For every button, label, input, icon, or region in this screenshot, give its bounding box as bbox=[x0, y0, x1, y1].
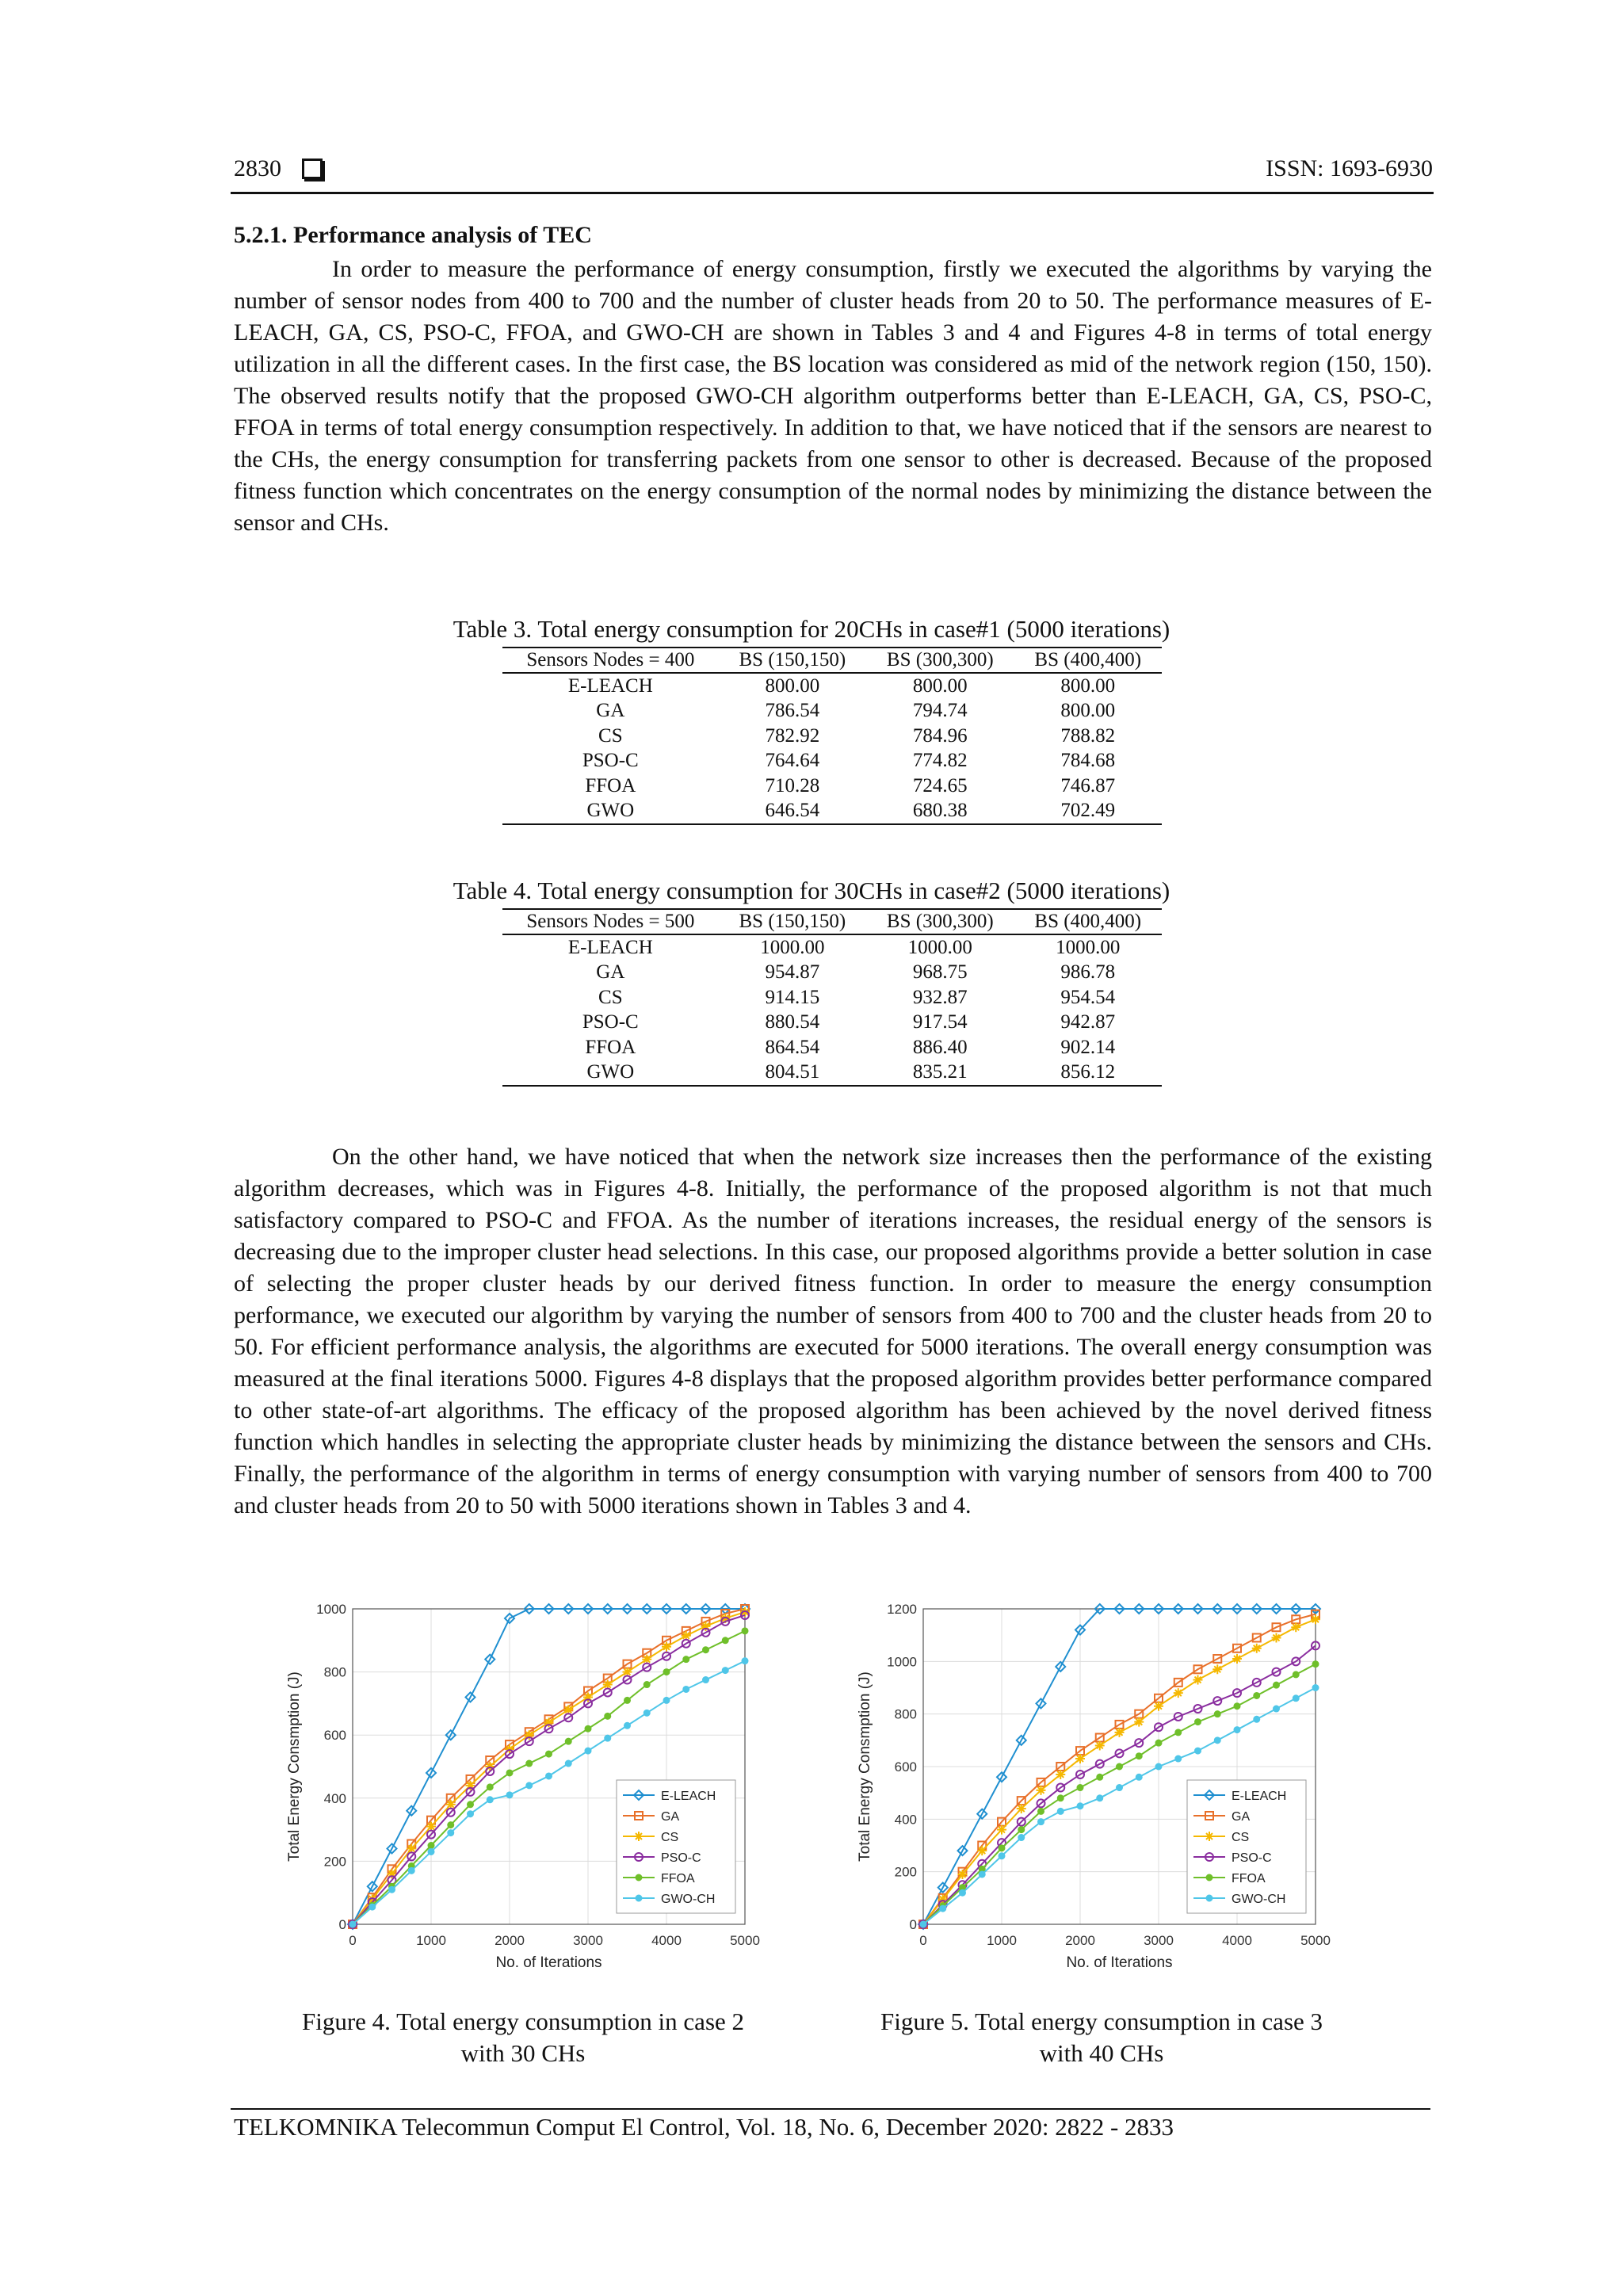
data-point bbox=[1312, 1661, 1319, 1668]
table-cell-algorithm: CS bbox=[598, 724, 623, 747]
table-cell-value: 764.64 bbox=[765, 750, 820, 772]
table-cell-value: 968.75 bbox=[912, 961, 968, 984]
data-point bbox=[1077, 1785, 1083, 1791]
legend-label: CS bbox=[661, 1831, 679, 1844]
table-row bbox=[502, 774, 1162, 799]
table-cell-value: 788.82 bbox=[1060, 724, 1116, 747]
table-cell-value: 800.00 bbox=[765, 674, 820, 697]
data-point bbox=[1057, 1808, 1064, 1814]
legend-label: FFOA bbox=[661, 1872, 695, 1885]
data-point bbox=[1175, 1729, 1182, 1736]
x-tick-label: 3000 bbox=[573, 1933, 603, 1948]
table-header-cell: Sensors Nodes = 500 bbox=[502, 909, 719, 934]
legend-label: GWO-CH bbox=[661, 1893, 716, 1906]
figure-5-caption-line-1: Figure 5. Total energy consumption in case 3 bbox=[880, 2008, 1323, 2035]
data-point bbox=[565, 1760, 571, 1767]
data-point bbox=[585, 1748, 591, 1754]
data-point bbox=[1038, 1819, 1044, 1825]
table-header-row bbox=[502, 909, 1162, 934]
data-point bbox=[389, 1886, 395, 1893]
data-point bbox=[663, 1697, 670, 1703]
table-header-cell: BS (300,300) bbox=[866, 909, 1014, 934]
data-point bbox=[979, 1871, 985, 1878]
data-point bbox=[1312, 1685, 1319, 1691]
table-header-row bbox=[502, 648, 1162, 673]
data-point bbox=[1175, 1755, 1182, 1762]
figure-4-caption bbox=[254, 2006, 792, 2069]
table-cell-value: 646.54 bbox=[719, 799, 866, 825]
data-point bbox=[1077, 1803, 1083, 1809]
data-point bbox=[663, 1669, 670, 1675]
legend-label: E-LEACH bbox=[1232, 1790, 1287, 1803]
figure-4-caption-line-1: Figure 4. Total energy consumption in case 2 bbox=[301, 2008, 745, 2035]
data-point bbox=[1214, 1737, 1220, 1744]
data-point bbox=[487, 1784, 493, 1790]
data-point bbox=[636, 1895, 642, 1901]
data-point bbox=[1214, 1711, 1220, 1717]
data-point bbox=[999, 1853, 1005, 1859]
legend-label: PSO-C bbox=[661, 1851, 701, 1865]
table-cell-algorithm: CS bbox=[598, 986, 623, 1008]
data-point bbox=[369, 1904, 376, 1910]
data-point bbox=[468, 1811, 474, 1817]
table-4 bbox=[502, 908, 1162, 1087]
table-cell-value: 1000.00 bbox=[907, 936, 972, 958]
data-point bbox=[1018, 1827, 1025, 1833]
table-cell-algorithm: PSO-C bbox=[582, 750, 639, 772]
x-axis-label: No. of Iterations bbox=[495, 1954, 602, 1971]
data-point bbox=[1274, 1706, 1280, 1712]
data-point bbox=[722, 1668, 728, 1674]
data-point bbox=[349, 1921, 356, 1927]
data-point bbox=[1195, 1748, 1201, 1754]
data-point bbox=[960, 1889, 966, 1896]
table-4-caption: Table 4. Total energy consumption for 30CHs in case#2 (5000 iterations) bbox=[453, 877, 1170, 904]
data-point bbox=[703, 1677, 709, 1683]
y-tick-label: 1200 bbox=[887, 1602, 917, 1617]
table-cell-algorithm: FFOA bbox=[585, 774, 636, 797]
data-point bbox=[703, 1647, 709, 1653]
table-cell-value: 724.65 bbox=[912, 774, 968, 797]
x-tick-label: 1000 bbox=[416, 1933, 446, 1948]
y-tick-label: 200 bbox=[323, 1854, 346, 1870]
table-header-cell: BS (400,400) bbox=[1014, 909, 1162, 934]
table-cell-value: 835.21 bbox=[866, 1060, 1014, 1087]
table-row bbox=[502, 699, 1162, 724]
data-point bbox=[1136, 1753, 1142, 1759]
y-tick-label: 200 bbox=[894, 1864, 917, 1880]
x-tick-label: 1000 bbox=[987, 1933, 1017, 1948]
table-row bbox=[502, 799, 1162, 825]
data-point bbox=[643, 1710, 650, 1716]
journal-issn: ISSN: 1693-6930 bbox=[1266, 155, 1433, 181]
table-row bbox=[502, 673, 1162, 699]
table-cell-value: 702.49 bbox=[1014, 799, 1162, 825]
table-cell-value: 774.82 bbox=[912, 750, 968, 772]
y-tick-label: 800 bbox=[323, 1664, 346, 1680]
table-header-cell: BS (150,150) bbox=[719, 909, 866, 934]
table-cell-value: 1000.00 bbox=[1056, 936, 1121, 958]
data-point bbox=[1097, 1795, 1103, 1801]
table-cell-algorithm: E-LEACH bbox=[567, 674, 653, 697]
data-point bbox=[1117, 1763, 1123, 1770]
table-header-cell: BS (150,150) bbox=[719, 648, 866, 673]
legend-label: E-LEACH bbox=[661, 1790, 716, 1803]
data-point bbox=[1097, 1774, 1103, 1780]
data-point bbox=[605, 1735, 611, 1741]
data-point bbox=[1234, 1703, 1240, 1710]
table-cell-value: 932.87 bbox=[912, 986, 968, 1008]
table-cell-value: 1000.00 bbox=[760, 936, 825, 958]
y-tick-label: 1000 bbox=[887, 1654, 917, 1670]
figure-5-chart bbox=[840, 1585, 1347, 1997]
legend-label: GA bbox=[661, 1810, 680, 1824]
table-cell-value: 880.54 bbox=[765, 1011, 820, 1033]
data-point bbox=[1234, 1727, 1240, 1733]
x-tick-label: 4000 bbox=[651, 1933, 682, 1948]
table-cell-algorithm: GA bbox=[596, 700, 625, 722]
section-heading: 5.2.1. Performance analysis of TEC bbox=[234, 222, 592, 248]
table-cell-value: 746.87 bbox=[1060, 774, 1116, 797]
x-axis-label: No. of Iterations bbox=[1066, 1954, 1173, 1971]
paragraph-2: On the other hand, we have noticed that when the network size increases then the performance of the existing algorithm decreases, which was in Figures 4-8. Initially, the performance of the proposed algorithm is not that much satisfactory compared to PSO-C and FFOA. As the number of iterations increases, the residual energy of the sensors is decreasing due to the improper cluster head selections. In this case, our proposed algorithms provide a better solution in case of selecting the proper cluster heads by our derived fitness function. In order to measure the energy consumption performance, we executed our algorithm by varying the number of sensors from 400 to 700 and the cluster heads from 20 to 50. For efficient performance analysis, the algorithms are executed for 5000 iterations. The overall energy consumption was measured at the final iterations 5000. Figures 4-8 displays that the proposed algorithm provides better performance compared to other state-of-art algorithms. The efficacy of the proposed algorithm has been achieved by the novel derived fitness function which handles in selecting the appropriate cluster heads by minimizing the distance between the sensors and CHs. Finally, the performance of the algorithm in terms of energy consumption with varying number of sensors from 400 to 700 and cluster heads from 20 to 50 with 5000 iterations shown in Tables 3 and 4. bbox=[234, 1144, 1432, 1519]
table-header-cell: Sensors Nodes = 400 bbox=[502, 648, 719, 673]
data-point bbox=[1136, 1774, 1142, 1780]
data-point bbox=[1206, 1874, 1212, 1881]
y-tick-label: 0 bbox=[909, 1917, 917, 1932]
legend-label: CS bbox=[1232, 1831, 1250, 1844]
table-cell-value: 917.54 bbox=[912, 1011, 968, 1033]
data-point bbox=[585, 1725, 591, 1732]
table-cell-algorithm: GWO bbox=[502, 1060, 719, 1087]
table-cell-value: 800.00 bbox=[1060, 674, 1116, 697]
table-cell-algorithm: GWO bbox=[502, 799, 719, 825]
table-cell-value: 800.00 bbox=[1060, 700, 1116, 722]
data-point bbox=[468, 1801, 474, 1808]
data-point bbox=[920, 1921, 926, 1927]
data-point bbox=[1206, 1895, 1212, 1901]
legend-label: PSO-C bbox=[1232, 1851, 1272, 1865]
data-point bbox=[1254, 1716, 1260, 1722]
table-cell-value: 804.51 bbox=[719, 1060, 866, 1087]
data-point bbox=[1195, 1719, 1201, 1725]
table-row bbox=[502, 1010, 1162, 1036]
data-point bbox=[428, 1848, 434, 1855]
data-point bbox=[1274, 1682, 1280, 1688]
data-point bbox=[487, 1797, 493, 1803]
table-cell-value: 886.40 bbox=[912, 1036, 968, 1058]
data-point bbox=[506, 1770, 513, 1776]
footer-citation: TELKOMNIKA Telecommun Comput El Control, Vol. 18, No. 6, December 2020: 2822 - 2833 bbox=[234, 2113, 1174, 2141]
y-tick-label: 600 bbox=[894, 1759, 917, 1775]
x-tick-label: 5000 bbox=[730, 1933, 760, 1948]
y-axis-label: Total Energy Consmption (J) bbox=[286, 1671, 303, 1862]
figure-5-caption-line-2: with 40 CHs bbox=[1039, 2039, 1164, 2067]
table-row bbox=[502, 1060, 1162, 1087]
table-cell-value: 954.54 bbox=[1060, 986, 1116, 1008]
table-cell-value: 856.12 bbox=[1014, 1060, 1162, 1087]
table-cell-value: 864.54 bbox=[765, 1036, 820, 1058]
table-row bbox=[502, 961, 1162, 986]
data-point bbox=[1155, 1740, 1162, 1746]
data-point bbox=[1155, 1763, 1162, 1770]
data-point bbox=[408, 1867, 414, 1874]
x-tick-label: 2000 bbox=[1065, 1933, 1095, 1948]
table-row bbox=[502, 749, 1162, 774]
y-tick-label: 1000 bbox=[316, 1602, 346, 1617]
table-cell-value: 800.00 bbox=[912, 674, 968, 697]
x-tick-label: 3000 bbox=[1144, 1933, 1174, 1948]
x-tick-label: 2000 bbox=[495, 1933, 525, 1948]
legend bbox=[617, 1780, 735, 1913]
figure-4-chart bbox=[269, 1585, 777, 1997]
legend-label: GA bbox=[1232, 1810, 1251, 1824]
data-point bbox=[624, 1722, 631, 1729]
table-cell-algorithm: FFOA bbox=[585, 1036, 636, 1058]
table-cell-value: 784.96 bbox=[912, 724, 968, 747]
data-point bbox=[565, 1738, 571, 1744]
page-number bbox=[234, 155, 323, 182]
paragraph-1: In order to measure the performance of energy consumption, firstly we executed the algorithms by varying the number of sensor nodes from 400 to 700 and the number of cluster heads from 20 to 50. The performance measures of E-LEACH, GA, CS, PSO-C, FFOA, and GWO-CH are shown in Tables 3 and 4 and Figures 4-8 in terms of total energy utilization in all the different cases. In the first case, the BS location was considered as mid of the network region (150, 150). The observed results notify that the proposed GWO-CH algorithm outperforms better than E-LEACH, GA, CS, PSO-C, FFOA in terms of total energy consumption respectively. In addition to that, we have noticed that if the sensors are nearest to the CHs, the energy consumption for transferring packets from one sensor to other is decreased. Because of the proposed fitness function which concentrates on the energy consumption of the normal nodes by minimizing the distance between the sensor and CHs. bbox=[234, 256, 1432, 536]
data-point bbox=[742, 1628, 748, 1634]
x-tick-label: 4000 bbox=[1222, 1933, 1252, 1948]
table-cell-value: 902.14 bbox=[1060, 1036, 1116, 1058]
data-point bbox=[1293, 1671, 1299, 1678]
table-header-cell: BS (400,400) bbox=[1014, 648, 1162, 673]
data-point bbox=[506, 1792, 513, 1798]
table-cell-value: 942.87 bbox=[1060, 1011, 1116, 1033]
data-point bbox=[683, 1686, 689, 1692]
data-point bbox=[1038, 1808, 1044, 1814]
table-row bbox=[502, 724, 1162, 749]
table-row bbox=[502, 1035, 1162, 1060]
table-cell-algorithm: PSO-C bbox=[582, 1011, 639, 1033]
table-cell-value: 794.74 bbox=[912, 700, 968, 722]
table-row bbox=[502, 934, 1162, 961]
page-number-text: 2830 bbox=[234, 155, 281, 181]
table-row bbox=[502, 985, 1162, 1010]
y-tick-label: 0 bbox=[338, 1917, 346, 1932]
figure-5-caption bbox=[832, 2006, 1371, 2069]
table-cell-value: 914.15 bbox=[765, 986, 820, 1008]
table-cell-value: 680.38 bbox=[866, 799, 1014, 825]
table-3 bbox=[502, 647, 1162, 825]
figure-4-caption-line-2: with 30 CHs bbox=[460, 2039, 586, 2067]
data-point bbox=[1293, 1695, 1299, 1702]
table-cell-value: 784.68 bbox=[1060, 750, 1116, 772]
data-point bbox=[940, 1905, 946, 1912]
table-cell-algorithm: E-LEACH bbox=[567, 936, 653, 958]
table-cell-value: 954.87 bbox=[765, 961, 820, 984]
header-divider bbox=[231, 192, 1434, 194]
data-point bbox=[448, 1830, 454, 1836]
data-point bbox=[526, 1760, 533, 1767]
legend-label: FFOA bbox=[1232, 1872, 1266, 1885]
data-point bbox=[428, 1843, 434, 1849]
data-point bbox=[546, 1751, 552, 1757]
table-header-cell: BS (300,300) bbox=[866, 648, 1014, 673]
legend bbox=[1187, 1780, 1306, 1913]
x-tick-label: 0 bbox=[919, 1933, 927, 1948]
table-cell-value: 986.78 bbox=[1060, 961, 1116, 984]
legend-label: GWO-CH bbox=[1232, 1893, 1286, 1906]
table-cell-value: 786.54 bbox=[765, 700, 820, 722]
x-tick-label: 0 bbox=[349, 1933, 357, 1948]
data-point bbox=[1018, 1835, 1025, 1841]
y-tick-label: 400 bbox=[894, 1812, 917, 1828]
data-point bbox=[605, 1713, 611, 1719]
table-3-caption: Table 3. Total energy consumption for 20CHs in case#1 (5000 iterations) bbox=[453, 615, 1170, 643]
data-point bbox=[624, 1697, 631, 1703]
y-tick-label: 600 bbox=[323, 1728, 346, 1744]
data-point bbox=[999, 1845, 1005, 1851]
data-point bbox=[636, 1874, 642, 1881]
data-point bbox=[448, 1822, 454, 1828]
data-point bbox=[1117, 1785, 1123, 1791]
data-point bbox=[683, 1656, 689, 1663]
y-tick-label: 400 bbox=[323, 1790, 346, 1806]
data-point bbox=[526, 1782, 533, 1789]
y-tick-label: 800 bbox=[894, 1706, 917, 1722]
y-axis-label: Total Energy Consmption (J) bbox=[857, 1671, 873, 1862]
data-point bbox=[722, 1637, 728, 1644]
table-cell-value: 710.28 bbox=[765, 774, 820, 797]
data-point bbox=[1254, 1692, 1260, 1698]
data-point bbox=[1057, 1795, 1064, 1801]
footer-divider bbox=[231, 2108, 1430, 2110]
table-cell-algorithm: GA bbox=[596, 961, 625, 984]
data-point bbox=[546, 1773, 552, 1779]
x-tick-label: 5000 bbox=[1300, 1933, 1331, 1948]
table-cell-value: 782.92 bbox=[765, 724, 820, 747]
square-bullet-icon bbox=[302, 159, 323, 179]
data-point bbox=[742, 1658, 748, 1664]
data-point bbox=[643, 1682, 650, 1688]
